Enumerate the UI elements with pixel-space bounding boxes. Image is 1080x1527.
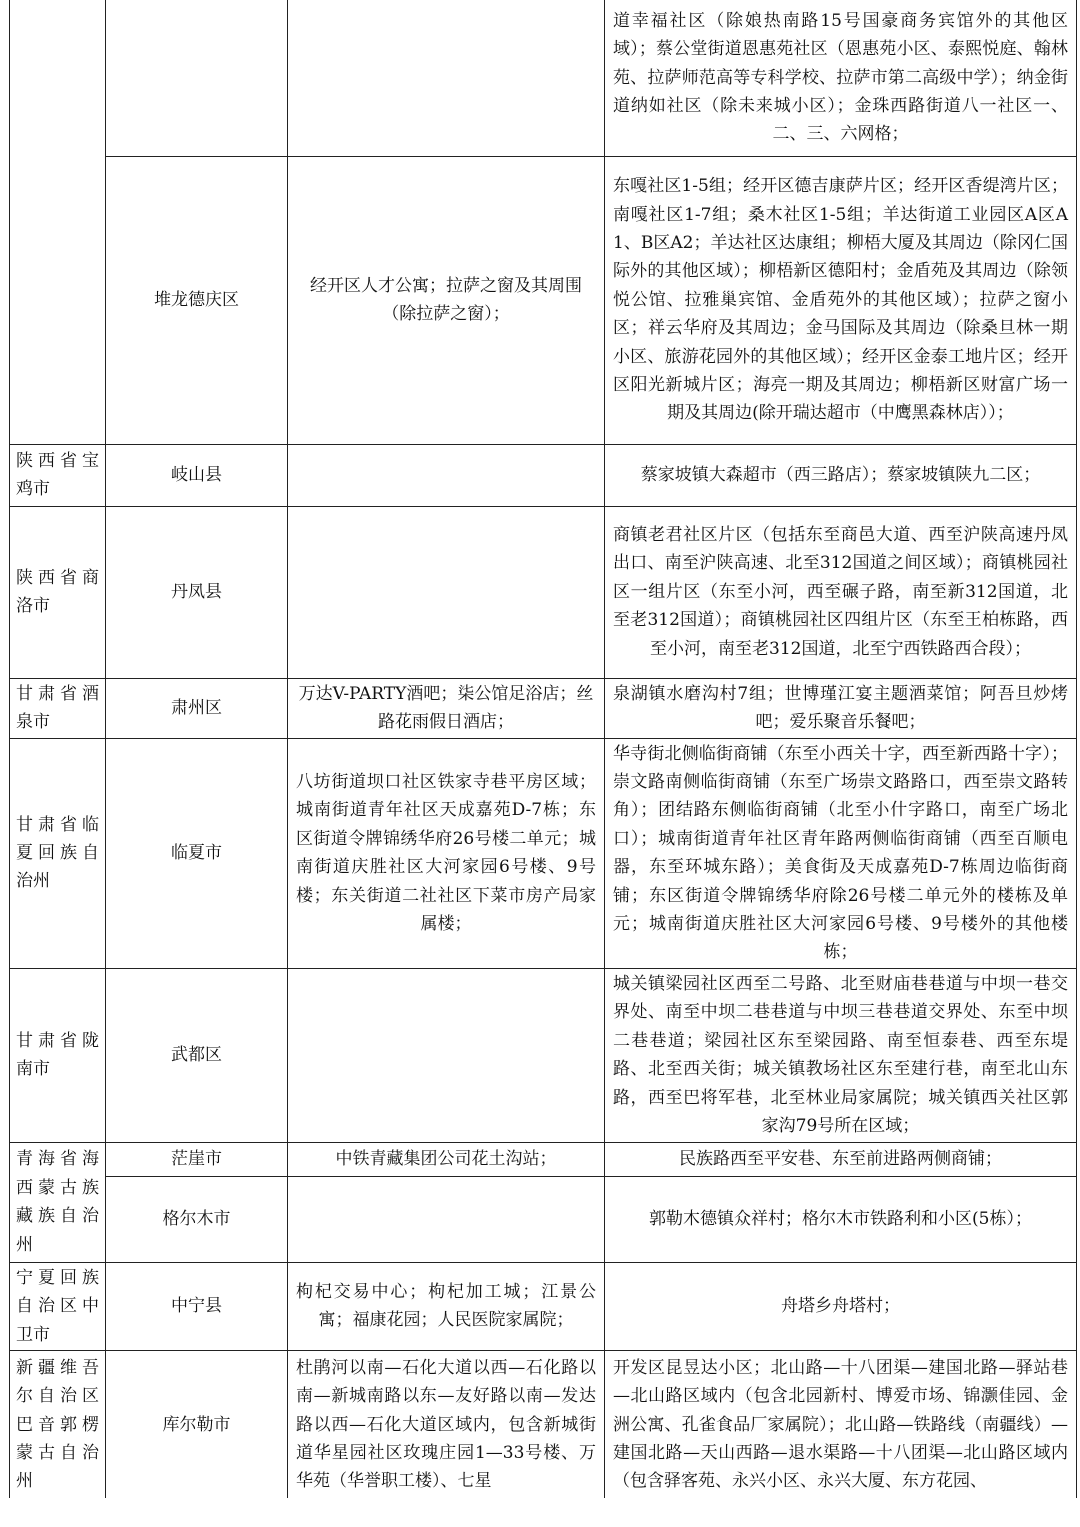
table-row bbox=[10, 0, 1077, 156]
county-cell: 武都区 bbox=[106, 968, 288, 1142]
mid-risk-cell: 华寺街北侧临街商铺（东至小西关十字，西至新西路十字）；崇文路南侧临街商铺（东至广场崇文路路口，西至崇文路转角）；团结路东侧临街商铺（北至小什字路口，南至广场北口）；城南街道青年社区青年路两侧临街商铺（西至百顺电器，东至环城东路）；美食街及天成嘉苑D-7栋周边临街商铺；东区街道令牌锦绣华府除26号楼二单元外的楼栋及单元；城南街道庆胜社区大河家园6号楼、9号楼外的其他楼栋； bbox=[605, 738, 1077, 968]
mid-risk-cell: 道幸福社区（除娘热南路15号国豪商务宾馆外的其他区域）；蔡公堂街道恩惠苑社区（恩惠苑小区、泰熙悦庭、翰林苑、拉萨师范高等专科学校、拉萨市第二高级中学）；纳金街道纳如社区（除未来城小区）；金珠西路街道八一社区一、二、三、六网格； bbox=[605, 0, 1077, 156]
table-row bbox=[10, 1142, 1077, 1176]
county-cell: 茫崖市 bbox=[106, 1142, 288, 1176]
city-cell: 宁夏回族自治区中卫市 bbox=[10, 1262, 106, 1350]
high-risk-cell: 万达V-PARTY酒吧；柒公馆足浴店；丝路花雨假日酒店； bbox=[288, 678, 605, 738]
county-cell: 堆龙德庆区 bbox=[106, 156, 288, 444]
high-risk-cell bbox=[288, 0, 605, 156]
high-risk-cell: 八坊街道坝口社区铁家寺巷平房区域；城南街道青年社区天成嘉苑D-7栋；东区街道令牌锦绣华府26号楼二单元；城南街道庆胜社区大河家园6号楼、9号楼；东关街道二社社区下菜市房产局家属楼； bbox=[288, 738, 605, 968]
table-row bbox=[10, 968, 1077, 1142]
mid-risk-cell: 民族路西至平安巷、东至前进路两侧商铺； bbox=[605, 1142, 1077, 1176]
high-risk-cell bbox=[288, 506, 605, 678]
high-risk-cell: 经开区人才公寓；拉萨之窗及其周围（除拉萨之窗）； bbox=[288, 156, 605, 444]
city-cell: 甘肃省临夏回族自治州 bbox=[10, 738, 106, 968]
high-risk-cell: 中铁青藏集团公司花土沟站； bbox=[288, 1142, 605, 1176]
mid-risk-cell: 开发区昆昱达小区；北山路—十八团渠—建国北路—驿站巷—北山路区域内（包含北园新村、博爱市场、锦灏佳园、金洲公寓、孔雀食品厂家属院）；北山路—铁路线（南疆线）—建国北路—天山西路—退水渠路—十八团渠—北山路区域内（包含驿客苑、永兴小区、永兴大厦、东方花园、 bbox=[605, 1350, 1077, 1498]
high-risk-cell: 枸杞交易中心；枸杞加工城；江景公寓；福康花园；人民医院家属院； bbox=[288, 1262, 605, 1350]
county-cell: 临夏市 bbox=[106, 738, 288, 968]
mid-risk-cell: 郭勒木德镇众祥村；格尔木市铁路利和小区(5栋）； bbox=[605, 1176, 1077, 1262]
county-cell: 肃州区 bbox=[106, 678, 288, 738]
table-row bbox=[10, 1262, 1077, 1350]
high-risk-cell bbox=[288, 1176, 605, 1262]
county-cell: 中宁县 bbox=[106, 1262, 288, 1350]
city-cell bbox=[10, 0, 106, 444]
mid-risk-cell: 舟塔乡舟塔村； bbox=[605, 1262, 1077, 1350]
high-risk-cell bbox=[288, 444, 605, 506]
table-row bbox=[10, 1350, 1077, 1498]
county-cell: 丹凤县 bbox=[106, 506, 288, 678]
table-row bbox=[10, 1176, 1077, 1262]
mid-risk-cell: 东嘎社区1-5组；经开区德吉康萨片区；经开区香缇湾片区；南嘎社区1-7组；桑木社区1-5组；羊达街道工业园区A区A1、B区A2；羊达社区达康组；柳梧大厦及其周边（除冈仁国际外的其他区域）；柳梧新区德阳村；金盾苑及其周边（除领悦公馆、拉雅巢宾馆、金盾苑外的其他区域）；拉萨之窗小区；祥云华府及其周边；金马国际及其周边（除桑旦林一期小区、旅游花园外的其他区域）；经开区金泰工地片区；经开区阳光新城片区；海亮一期及其周边；柳梧新区财富广场一期及其周边(除开瑞达超市（中鹰黑森林店））； bbox=[605, 156, 1077, 444]
high-risk-cell: 杜鹃河以南—石化大道以西—石化路以南—新城南路以东—友好路以南—发达路以西—石化大道区域内，包含新城街道华星园社区玫瑰庄园1—33号楼、万华苑（华誉职工楼）、七星 bbox=[288, 1350, 605, 1498]
mid-risk-cell: 城关镇梁园社区西至二号路、北至财庙巷巷道与中坝一巷交界处、南至中坝二巷巷道与中坝三巷巷道交界处、东至中坝二巷巷道；梁园社区东至梁园路、南至恒泰巷、西至东堤路、北至西关街；城关镇教场社区东至建行巷，南至北山东路，西至巴将军巷，北至林业局家属院；城关镇西关社区郭家沟79号所在区域； bbox=[605, 968, 1077, 1142]
mid-risk-cell: 商镇老君社区片区（包括东至商邑大道、西至沪陕高速丹凤出口、南至沪陕高速、北至312国道之间区域）；商镇桃园社区一组片区（东至小河，西至碾子路，南至新312国道，北至老312国道）；商镇桃园社区四组片区（东至王柏栋路，西至小河，南至老312国道，北至宁西铁路西合段）； bbox=[605, 506, 1077, 678]
city-cell: 青海省海西蒙古族藏族自治州 bbox=[10, 1142, 106, 1262]
city-cell: 陕西省宝鸡市 bbox=[10, 444, 106, 506]
table-row bbox=[10, 156, 1077, 444]
risk-area-table bbox=[9, 0, 1077, 1498]
city-cell: 新疆维吾尔自治区巴音郭楞蒙古自治州 bbox=[10, 1350, 106, 1498]
county-cell: 岐山县 bbox=[106, 444, 288, 506]
table-row bbox=[10, 506, 1077, 678]
county-cell: 库尔勒市 bbox=[106, 1350, 288, 1498]
table-row bbox=[10, 444, 1077, 506]
table-row bbox=[10, 738, 1077, 968]
mid-risk-cell: 蔡家坡镇大森超市（西三路店）；蔡家坡镇陕九二区； bbox=[605, 444, 1077, 506]
city-cell: 甘肃省陇南市 bbox=[10, 968, 106, 1142]
high-risk-cell bbox=[288, 968, 605, 1142]
mid-risk-cell: 泉湖镇水磨沟村7组；世博瑾江宴主题酒菜馆；阿吾旦炒烤吧；爱乐聚音乐餐吧； bbox=[605, 678, 1077, 738]
city-cell: 陕西省商洛市 bbox=[10, 506, 106, 678]
city-cell: 甘肃省酒泉市 bbox=[10, 678, 106, 738]
county-cell: 格尔木市 bbox=[106, 1176, 288, 1262]
county-cell bbox=[106, 0, 288, 156]
table-row bbox=[10, 678, 1077, 738]
